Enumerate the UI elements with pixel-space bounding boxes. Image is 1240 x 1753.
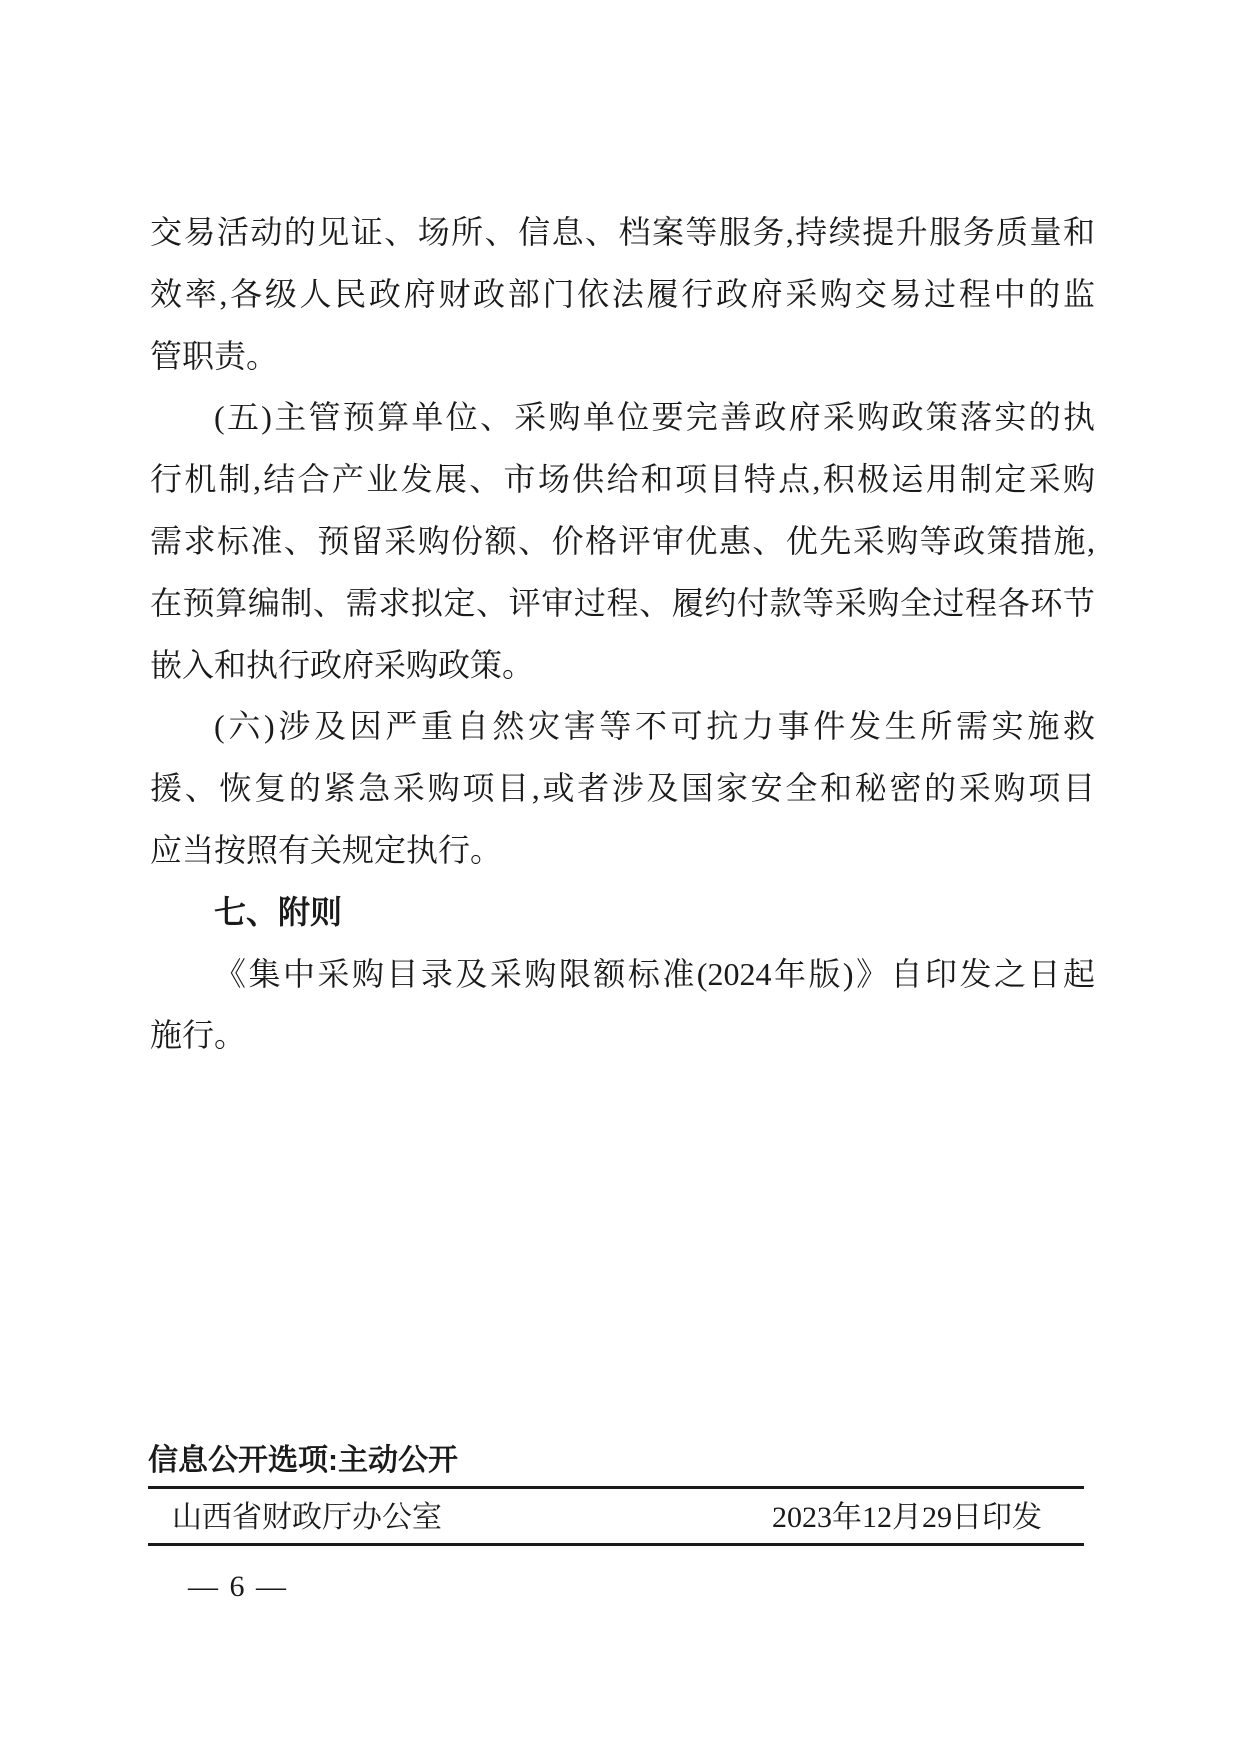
disclosure-option-label: 信息公开选项:主动公开 <box>148 1444 458 1477</box>
imprint-issuer: 山西省财政厅办公室 <box>172 1501 442 1534</box>
paragraph <box>150 202 1095 387</box>
footer-rule-top <box>148 1486 1084 1489</box>
body-line: 在预算编制、需求拟定、评审过程、履约付款等采购全过程各环节 <box>150 584 1095 621</box>
page-number: — 6 — <box>188 1570 288 1603</box>
footer-rule-bottom <box>148 1543 1084 1546</box>
body-line: (五)主管预算单位、采购单位要完善政府采购政策落实的执 <box>214 399 1095 436</box>
body-line: 管职责。 <box>150 337 279 374</box>
body-line: (六)涉及因严重自然灾害等不可抗力事件发生所需实施救 <box>214 708 1095 745</box>
body-line: 交易活动的见证、场所、信息、档案等服务,持续提升服务质量和 <box>150 214 1095 250</box>
paragraph <box>150 696 1095 881</box>
body-line: 援、恢复的紧急采购项目,或者涉及国家安全和秘密的采购项目 <box>150 770 1095 807</box>
body-line: 行机制,结合产业发展、市场供给和项目特点,积极运用制定采购 <box>150 461 1095 498</box>
paragraph <box>150 387 1095 696</box>
body-line: 嵌入和执行政府采购政策。 <box>150 646 535 683</box>
body-line: 《集中采购目录及采购限额标准(2024年版)》自印发之日起 <box>214 955 1095 992</box>
body-line: 应当按照有关规定执行。 <box>150 831 503 868</box>
imprint-print-date: 2023年12月29日印发 <box>772 1501 1042 1534</box>
document-body <box>150 202 1095 1067</box>
body-line: 效率,各级人民政府财政部门依法履行政府采购交易过程中的监 <box>150 275 1095 312</box>
paragraph <box>150 944 1095 1068</box>
section-heading: 七、附则 <box>214 893 343 930</box>
imprint-row <box>148 1499 1084 1537</box>
body-line: 施行。 <box>150 1017 247 1054</box>
body-line: 需求标准、预留采购份额、价格评审优惠、优先采购等政策措施, <box>150 522 1095 559</box>
